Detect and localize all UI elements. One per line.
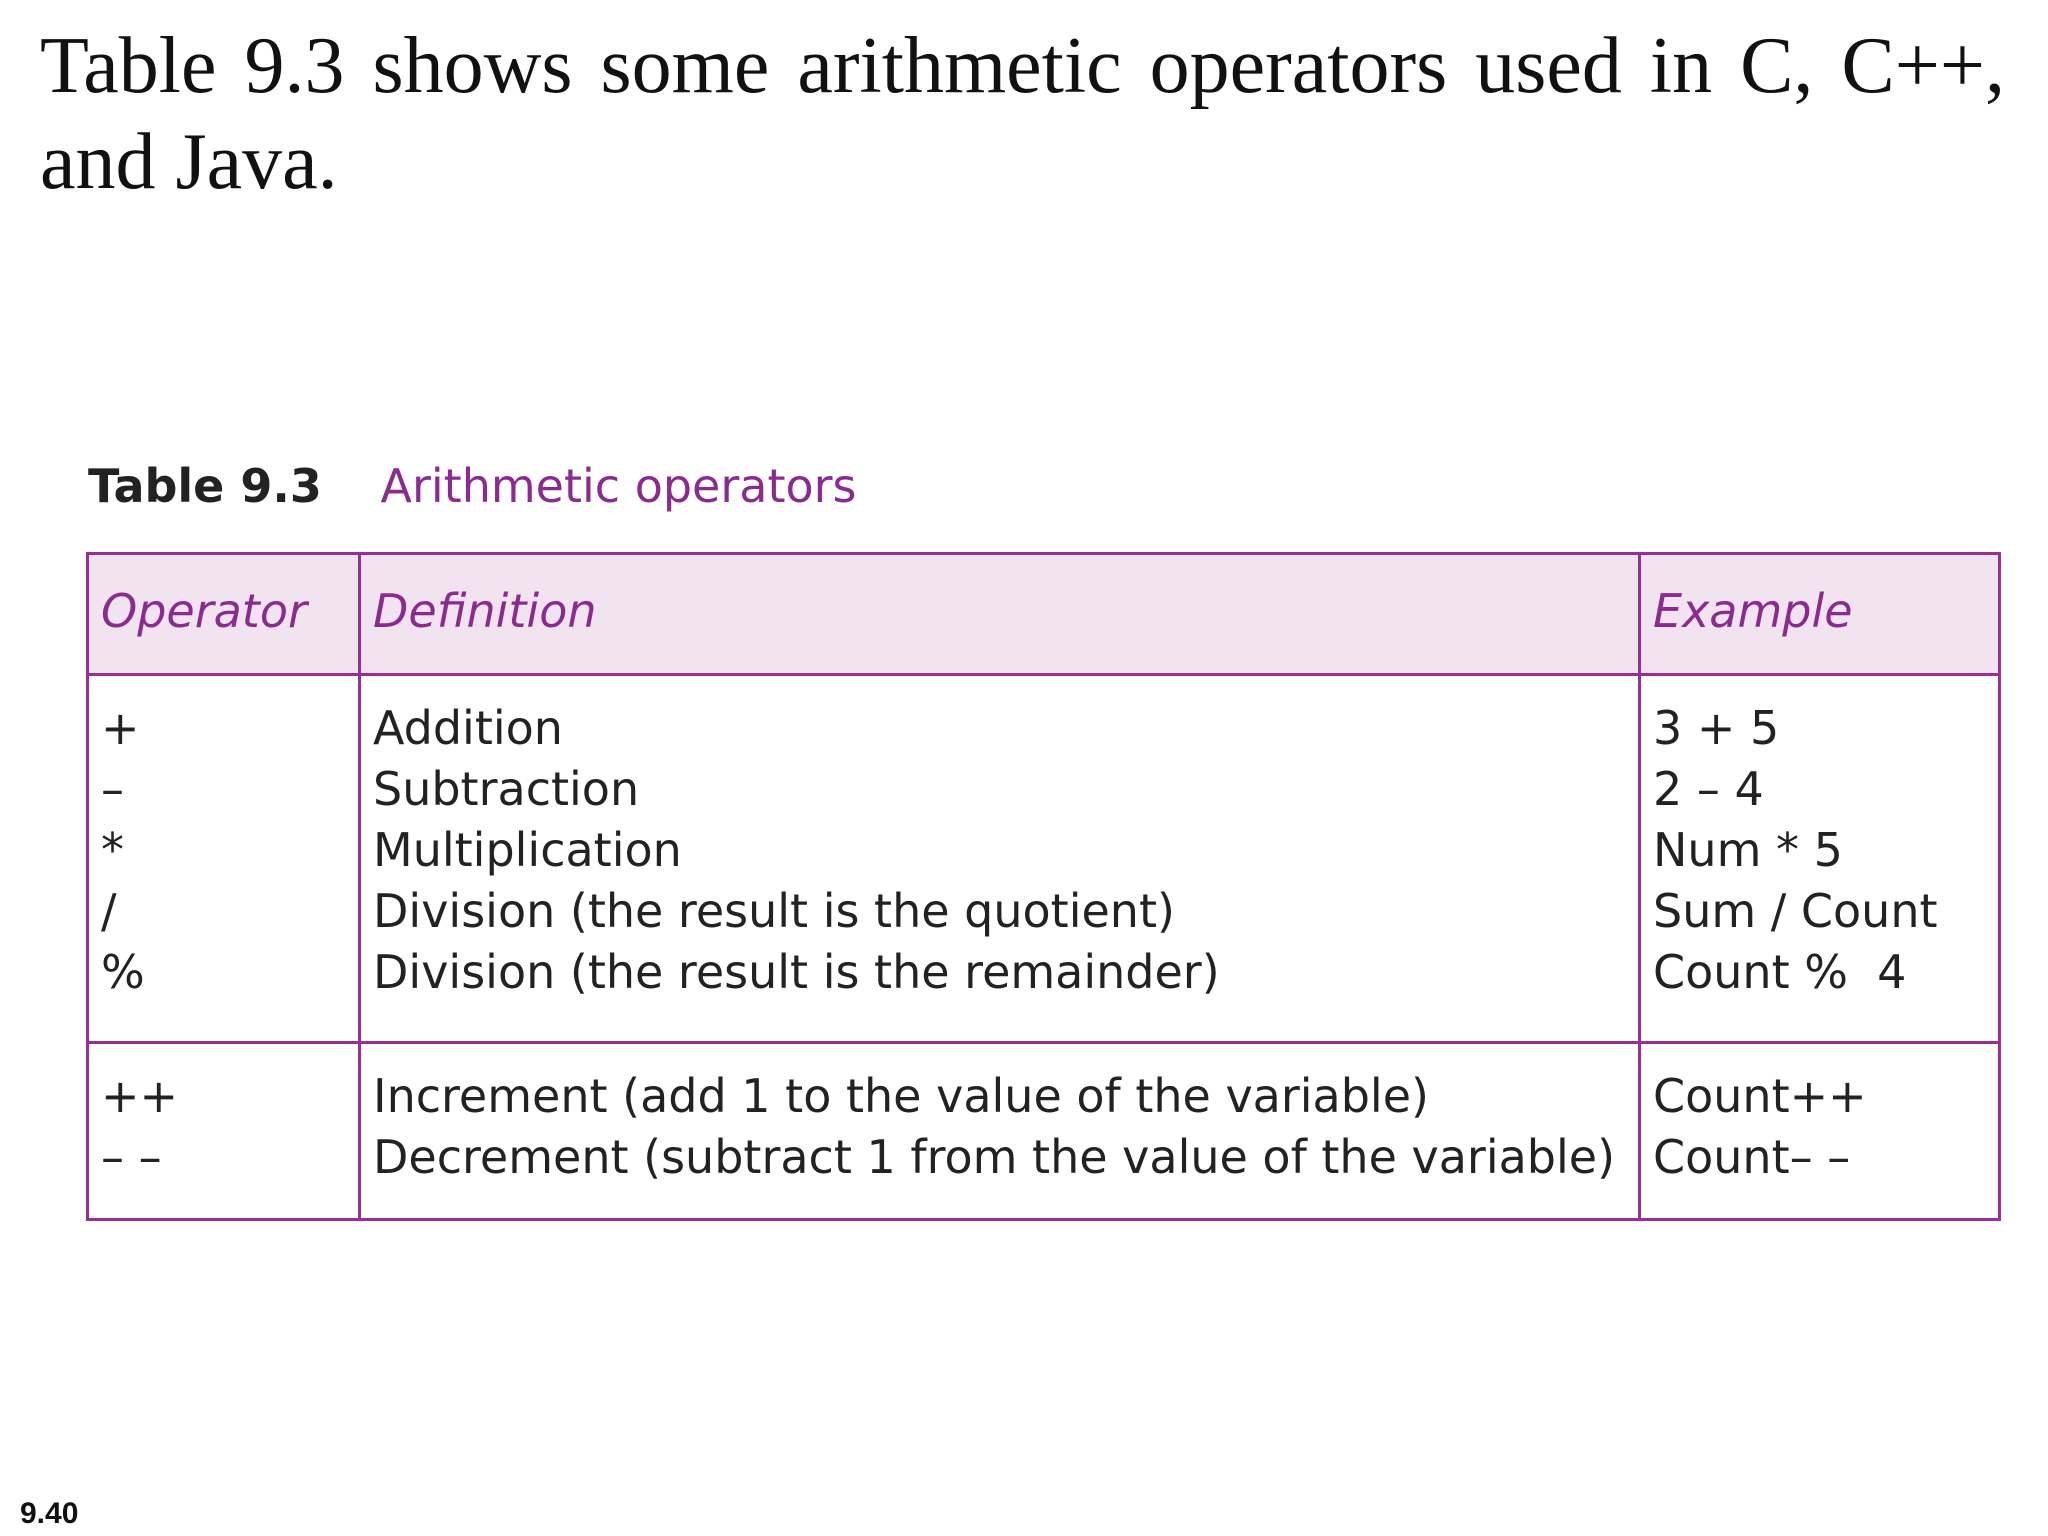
operator-definition: Decrement (subtract 1 from the value of the variable)	[373, 1130, 1616, 1184]
table-caption	[88, 458, 857, 514]
definition-cell	[360, 1043, 1640, 1220]
table-row	[88, 675, 2000, 1043]
table-row	[88, 1043, 2000, 1220]
operator-symbol: %	[101, 945, 145, 999]
operator-cell	[88, 675, 360, 1043]
definition-cell	[360, 675, 1640, 1043]
table-header-row	[88, 554, 2000, 675]
operator-definition: Addition	[373, 701, 563, 755]
operator-symbol: *	[101, 823, 124, 877]
operator-example: Count– –	[1653, 1130, 1851, 1184]
operator-symbol: ++	[101, 1069, 179, 1123]
page-number: 9.40	[20, 1497, 79, 1530]
operator-example: Sum / Count	[1653, 884, 1938, 938]
operator-symbol: +	[101, 701, 140, 755]
operator-example: 3 + 5	[1653, 701, 1780, 755]
example-cell	[1640, 675, 2000, 1043]
arithmetic-operators-table	[86, 552, 2001, 1221]
operator-definition: Division (the result is the remainder)	[373, 945, 1220, 999]
table-group-increment	[88, 1043, 2000, 1220]
operator-definition: Subtraction	[373, 762, 640, 816]
table-number: Table 9.3	[88, 459, 322, 513]
operator-symbol: –	[101, 762, 124, 816]
intro-paragraph: Table 9.3 shows some arithmetic operators used in C, C++, and Java.	[40, 22, 2005, 206]
table-title: Arithmetic operators	[380, 459, 857, 513]
operator-symbol: /	[101, 884, 117, 938]
operator-cell	[88, 1043, 360, 1220]
operator-definition: Increment (add 1 to the value of the variable)	[373, 1069, 1429, 1123]
header-operator: Operator	[88, 554, 360, 675]
operator-definition: Multiplication	[373, 823, 682, 877]
operator-example: Count++	[1653, 1069, 1867, 1123]
operator-symbol: – –	[101, 1130, 162, 1184]
operator-example: 2 – 4	[1653, 762, 1764, 816]
operator-definition: Division (the result is the quotient)	[373, 884, 1175, 938]
header-example: Example	[1640, 554, 2000, 675]
example-cell	[1640, 1043, 2000, 1220]
operator-example: Count % 4	[1653, 945, 1907, 999]
header-definition: Definition	[360, 554, 1640, 675]
operator-example: Num * 5	[1653, 823, 1843, 877]
table-group-basic	[88, 675, 2000, 1043]
